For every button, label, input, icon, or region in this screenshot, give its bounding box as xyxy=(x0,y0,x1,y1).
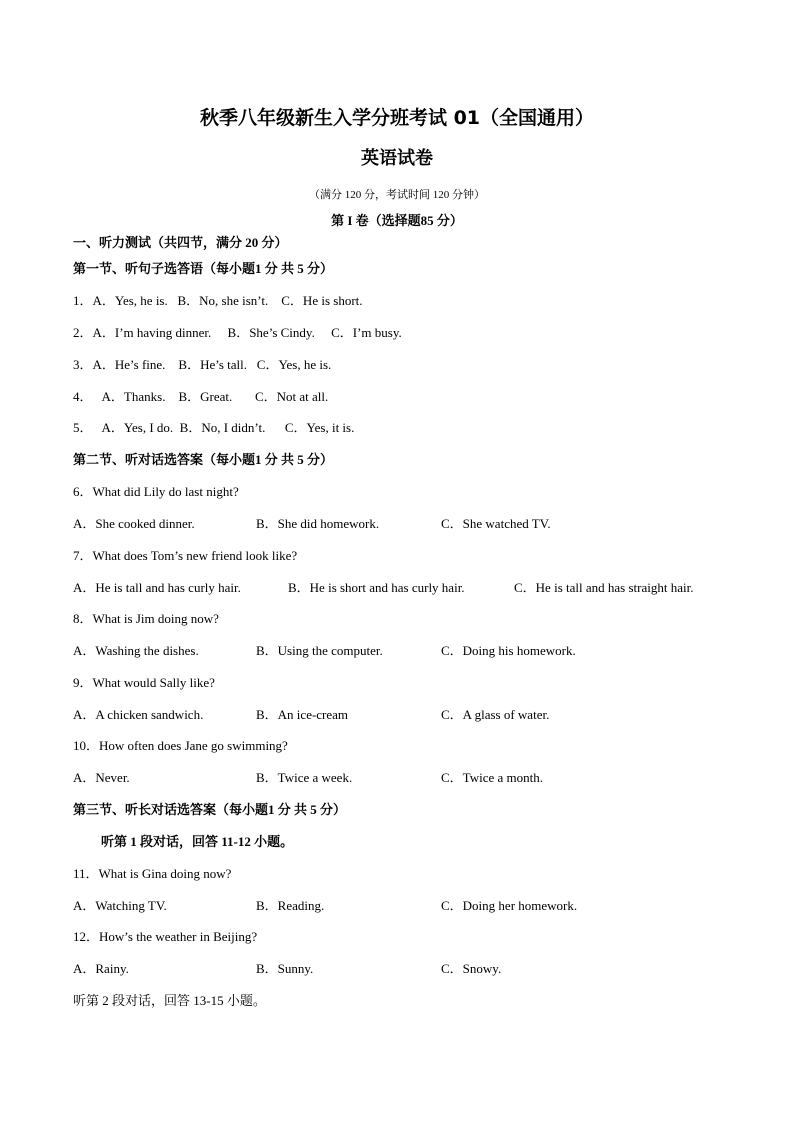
volume-heading: 第 I 卷（选择题85 分） xyxy=(331,213,463,228)
part1-heading: 一、听力测试（共四节，满分 20 分） xyxy=(73,235,288,250)
section3-heading: 第三节、听长对话选答案（每小题1 分 共 5 分） xyxy=(73,802,347,817)
question-10-option-b: B．Twice a week. xyxy=(256,770,353,785)
section1-heading: 第一节、听句子选答语（每小题1 分 共 5 分） xyxy=(73,261,334,276)
question-11-option-b: B．Reading. xyxy=(256,898,325,913)
question-8-option-c: C．Doing his homework. xyxy=(441,643,576,658)
question-10: 10．How often does Jane go swimming? xyxy=(73,738,288,753)
question-12: 12．How’s the weather in Beijing? xyxy=(73,929,258,944)
question-7-option-a: A．He is tall and has curly hair. xyxy=(73,580,241,595)
section2-heading: 第二节、听对话选答案（每小题1 分 共 5 分） xyxy=(73,452,334,467)
question-8-option-b: B．Using the computer. xyxy=(256,643,383,658)
question-1: 1．A．Yes, he is. B．No, she isn’t. C．He is short. xyxy=(73,293,363,308)
question-11: 11．What is Gina doing now? xyxy=(73,866,232,881)
dialog1-instruction: 听第 1 段对话，回答 11-12 小题。 xyxy=(101,834,294,849)
question-7-option-b: B．He is short and has curly hair. xyxy=(288,580,465,595)
question-6-option-c: C．She watched TV. xyxy=(441,516,551,531)
question-6: 6．What did Lily do last night? xyxy=(73,484,239,499)
exam-subtitle: 英语试卷 xyxy=(361,148,433,169)
question-9-option-c: C．A glass of water. xyxy=(441,707,550,722)
exam-note: （满分 120 分，考试时间 120 分钟） xyxy=(309,189,485,201)
question-7-option-c: C．He is tall and has straight hair. xyxy=(514,580,694,595)
question-7: 7．What does Tom’s new friend look like? xyxy=(73,548,298,563)
question-4: 4． A．Thanks. B．Great. C．Not at all. xyxy=(73,389,329,404)
question-12-option-a: A．Rainy. xyxy=(73,961,129,976)
question-6-option-b: B．She did homework. xyxy=(256,516,380,531)
question-10-option-c: C．Twice a month. xyxy=(441,770,543,785)
question-10-option-a: A．Never. xyxy=(73,770,130,785)
question-6-option-a: A．She cooked dinner. xyxy=(73,516,195,531)
question-8: 8．What is Jim doing now? xyxy=(73,611,219,626)
question-8-option-a: A．Washing the dishes. xyxy=(73,643,199,658)
question-9-option-a: A．A chicken sandwich. xyxy=(73,707,204,722)
question-11-option-c: C．Doing her homework. xyxy=(441,898,578,913)
exam-title: 秋季八年级新生入学分班考试 01（全国通用） xyxy=(199,107,595,129)
question-12-option-c: C．Snowy. xyxy=(441,961,502,976)
dialog2-instruction: 听第 2 段对话，回答 13-15 小题。 xyxy=(73,993,266,1008)
question-12-option-b: B．Sunny. xyxy=(256,961,314,976)
question-9: 9．What would Sally like? xyxy=(73,675,215,690)
question-9-option-b: B．An ice-cream xyxy=(256,707,349,722)
question-2: 2．A．I’m having dinner. B．She’s Cindy. C．I’m busy. xyxy=(73,325,402,340)
question-11-option-a: A．Watching TV. xyxy=(73,898,167,913)
question-5: 5． A．Yes, I do. B．No, I didn’t. C．Yes, it is. xyxy=(73,420,355,435)
question-3: 3．A．He’s fine. B．He’s tall. C．Yes, he is. xyxy=(73,357,332,372)
